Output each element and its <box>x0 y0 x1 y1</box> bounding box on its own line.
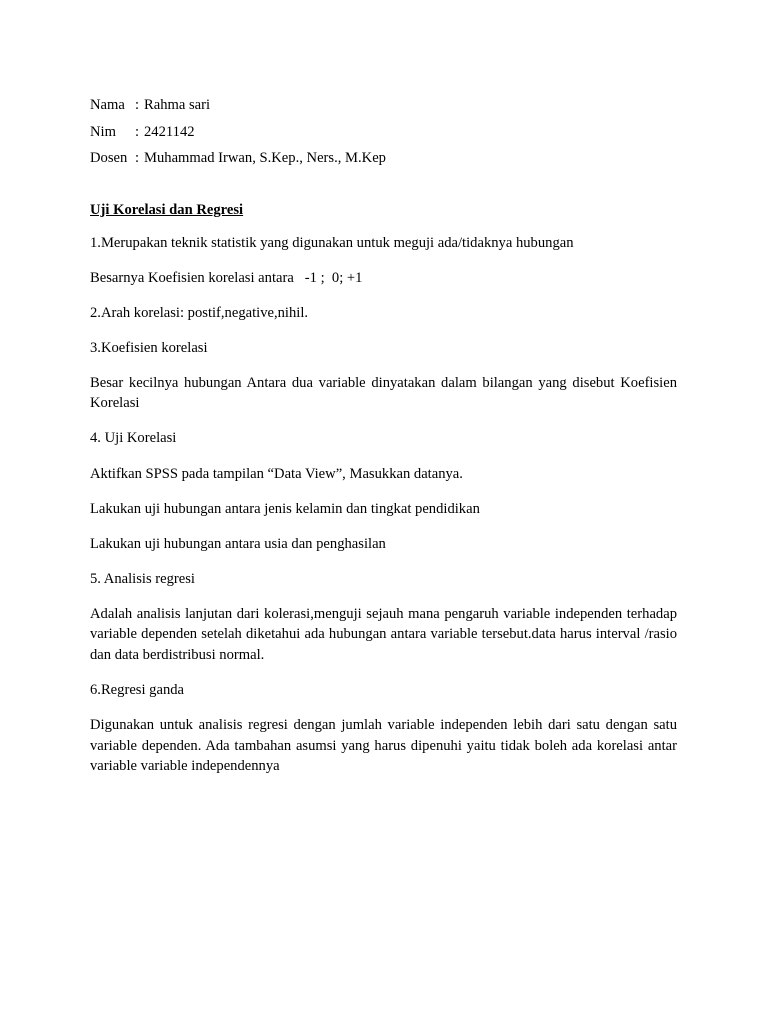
paragraph: 4. Uji Korelasi <box>90 430 177 447</box>
paragraph: Besar kecilnya hubungan Antara dua variable dinyatakan dalam bilangan yang disebut Koefisien Korelasi <box>90 374 677 412</box>
info-value: Muhammad Irwan, S.Kep., Ners., M.Kep <box>144 150 386 167</box>
paragraph: Aktifkan SPSS pada tampilan “Data View”, Masukkan datanya. <box>90 465 463 482</box>
info-label: Dosen <box>90 150 128 167</box>
info-label: Nim <box>90 123 116 140</box>
info-label: Nama <box>90 97 125 114</box>
paragraph: Lakukan uji hubungan antara jenis kelamin dan tingkat pendidikan <box>90 500 480 517</box>
paragraph: 5. Analisis regresi <box>90 570 195 587</box>
document-title: Uji Korelasi dan Regresi <box>90 201 244 218</box>
paragraph: 6.Regresi ganda <box>90 682 185 699</box>
student-info-table <box>90 92 386 172</box>
info-value: Rahma sari <box>144 97 211 114</box>
document-page <box>90 92 677 791</box>
paragraph: Adalah analisis lanjutan dari kolerasi,menguji sejauh mana pengaruh variable independen terhadap variable dependen setelah diketahui ada hubungan antara variable tersebut.data harus interval /rasio dan data berdistribusi normal. <box>90 605 677 663</box>
paragraph: Lakukan uji hubungan antara usia dan penghasilan <box>90 535 386 552</box>
info-row-dosen <box>90 145 386 172</box>
info-value: 2421142 <box>144 123 195 140</box>
paragraph: Digunakan untuk analisis regresi dengan jumlah variable independen lebih dari satu dengan satu variable dependen. Ada tambahan asumsi yang harus dipenuhi yaitu tidak boleh ada korelasi antar variable variable independennya <box>90 717 677 775</box>
paragraph: 3.Koefisien korelasi <box>90 339 208 356</box>
info-row-nama <box>90 92 386 119</box>
info-separator: : <box>135 150 140 167</box>
paragraph: 2.Arah korelasi: postif,negative,nihil. <box>90 304 309 321</box>
info-separator: : <box>135 123 140 140</box>
paragraph: Besarnya Koefisien korelasi antara -1 ; 0; +1 <box>90 269 363 286</box>
info-separator: : <box>135 97 140 114</box>
info-row-nim <box>90 119 386 146</box>
paragraph: 1.Merupakan teknik statistik yang digunakan untuk meguji ada/tidaknya hubungan <box>90 234 574 251</box>
